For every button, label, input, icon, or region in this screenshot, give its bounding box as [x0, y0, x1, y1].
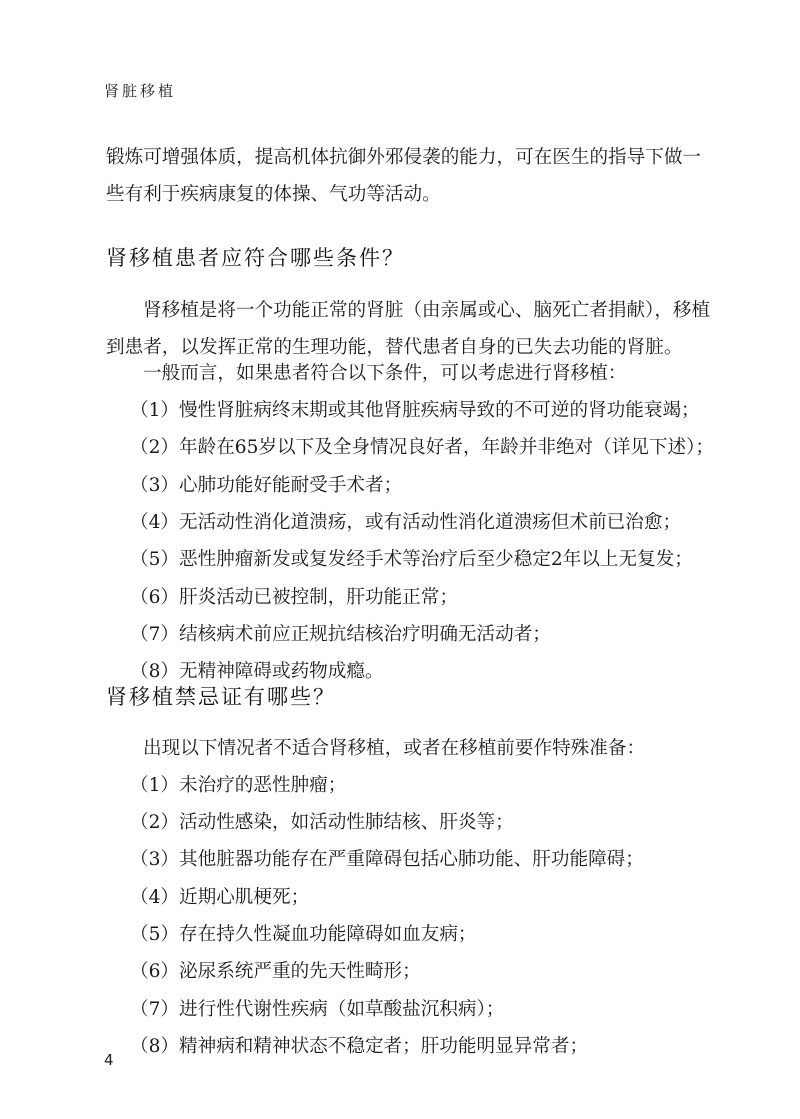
- contraindication-item: （4）近期心肌梗死；: [130, 887, 310, 908]
- section-heading-conditions: 肾移植患者应符合哪些条件？: [106, 246, 405, 270]
- paragraph-line: 一般而言，如果患者符合以下条件，可以考虑进行肾移植：: [143, 363, 627, 384]
- condition-item: （8）无精神障碍或药物成瘾。: [130, 661, 384, 682]
- paragraph-line: 肾移植是将一个功能正常的肾脏（由亲属或心、脑死亡者捐献），移植: [143, 300, 711, 321]
- condition-item: （5）恶性肿瘤新发或复发经手术等治疗后至少稳定2年以上无复发；: [130, 549, 693, 570]
- contraindication-item: （7）进行性代谢性疾病（如草酸盐沉积病）；: [130, 999, 505, 1020]
- section-heading-contraindications: 肾移植禁忌证有哪些？: [106, 685, 336, 709]
- contraindication-item: （5）存在持久性凝血功能障碍如血友病；: [130, 924, 477, 945]
- contraindication-item: （1）未治疗的恶性肿瘤；: [130, 775, 347, 796]
- page-number: 4: [104, 1051, 114, 1069]
- condition-item: （6）肝炎活动已被控制，肝功能正常；: [130, 587, 458, 608]
- intro-line: 些有利于疾病康复的体操、气功等活动。: [106, 184, 441, 205]
- paragraph-line: 到患者，以发挥正常的生理功能，替代患者自身的已失去功能的肾脏。: [106, 337, 683, 358]
- running-header: 肾脏移植: [104, 82, 177, 100]
- condition-item: （1）慢性肾脏病终末期或其他肾脏疾病导致的不可逆的肾功能衰竭；: [130, 400, 700, 421]
- paragraph-line: 出现以下情况者不适合肾移植，或者在移植前要作特殊准备：: [143, 738, 646, 759]
- contraindication-item: （6）泌尿系统严重的先天性畸形；: [130, 961, 421, 982]
- intro-line: 锻炼可增强体质，提高机体抗御外邪侵袭的能力，可在医生的指导下做一: [106, 147, 702, 168]
- contraindication-item: （3）其他脏器功能存在严重障碍包括心肺功能、肝功能障碍；: [130, 849, 644, 870]
- condition-item: （2）年龄在65岁以下及全身情况良好者，年龄并非绝对（详见下述）；: [130, 437, 715, 458]
- condition-item: （7）结核病术前应正规抗结核治疗明确无活动者；: [130, 624, 551, 645]
- condition-item: （4）无活动性消化道溃疡，或有活动性消化道溃疡但术前已治愈；: [130, 512, 682, 533]
- contraindication-item: （2）活动性感染，如活动性肺结核、肝炎等；: [130, 812, 514, 833]
- condition-item: （3）心肺功能好能耐受手术者；: [130, 475, 403, 496]
- contraindication-item: （8）精神病和精神状态不稳定者；肝功能明显异常者；: [130, 1036, 589, 1057]
